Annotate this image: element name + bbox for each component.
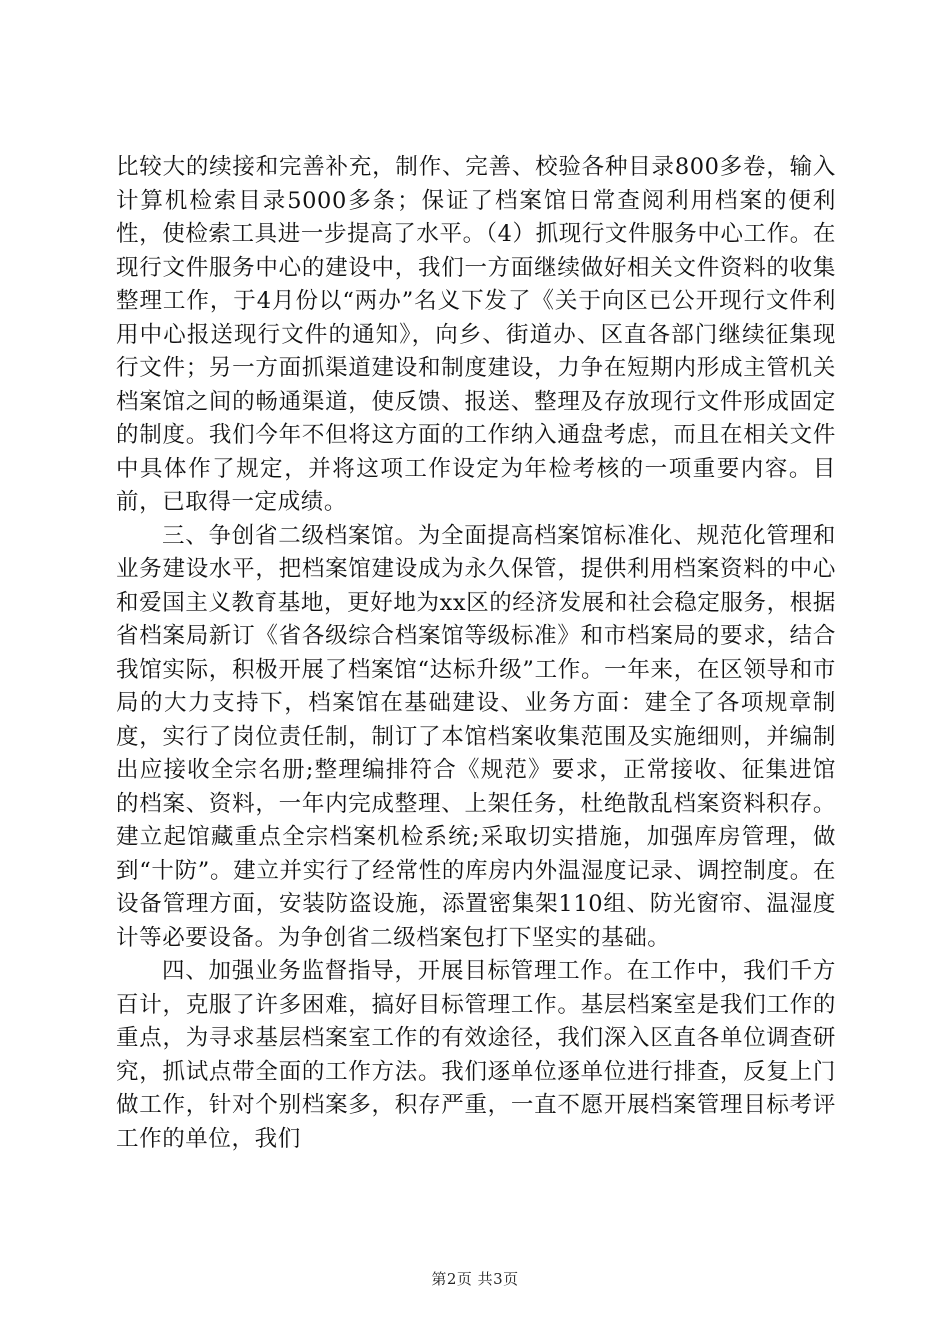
paragraph-1: 比较大的续接和完善补充，制作、完善、校验各种目录800多卷，输入计算机检索目录5000多条；保证了档案馆日常查阅利用档案的便利性，使检索工具进一步提高了水平。（4）抓现行文件服务中心工作。在现行文件服务中心的建设中，我们一方面继续做好相关文件资料的收集整理工作，于4月份以“两办”名义下发了《关于向区已公开现行文件利用中心报送现行文件的通知》，向乡、街道办、区直各部门继续征集现行文件；另一方面抓渠道建设和制度建设，力争在短期内形成主管机关档案馆之间的畅通渠道，使反馈、报送、整理及存放现行文件形成固定的制度。我们今年不但将这方面的工作纳入通盘考虑，而且在相关文件中具体作了规定，并将这项工作设定为年检考核的一项重要内容。目前，已取得一定成绩。 (116, 154, 836, 515)
page-footer: 第2页 共3页 (431, 1270, 519, 1288)
paragraph-3: 四、加强业务监督指导，开展目标管理工作。在工作中，我们千方百计，克服了许多困难，搞好目标管理工作。基层档案室是我们工作的重点，为寻求基层档案室工作的有效途径，我们深入区直各单位调查研究，抓试点带全面的工作方法。我们逐单位逐单位进行排查，反复上门做工作，针对个别档案多，积存严重，一直不愿开展档案管理目标考评工作的单位，我们 (116, 958, 836, 1152)
paragraph-2: 三、争创省二级档案馆。为全面提高档案馆标准化、规范化管理和业务建设水平，把档案馆建设成为永久保管，提供利用档案资料的中心和爱国主义教育基地，更好地为xx区的经济发展和社会稳定服务，根据省档案局新订《省各级综合档案馆等级标准》和市档案局的要求，结合我馆实际，积极开展了档案馆“达标升级”工作。一年来，在区领导和市局的大力支持下，档案馆在基础建设、业务方面：建全了各项规章制度，实行了岗位责任制，制订了本馆档案收集范围及实施细则，并编制出应接收全宗名册;整理编排符合《规范》要求，正常接收、征集进馆的档案、资料，一年内完成整理、上架任务，杜绝散乱档案资料积存。建立起馆藏重点全宗档案机检系统;采取切实措施，加强库房管理，做到“十防”。建立并实行了经常性的库房内外温湿度记录、调控制度。在设备管理方面，安装防盗设施，添置密集架110组、防光窗帘、温湿度计等必要设备。为争创省二级档案包打下坚实的基础。 (116, 522, 836, 951)
document-body (116, 151, 836, 1156)
